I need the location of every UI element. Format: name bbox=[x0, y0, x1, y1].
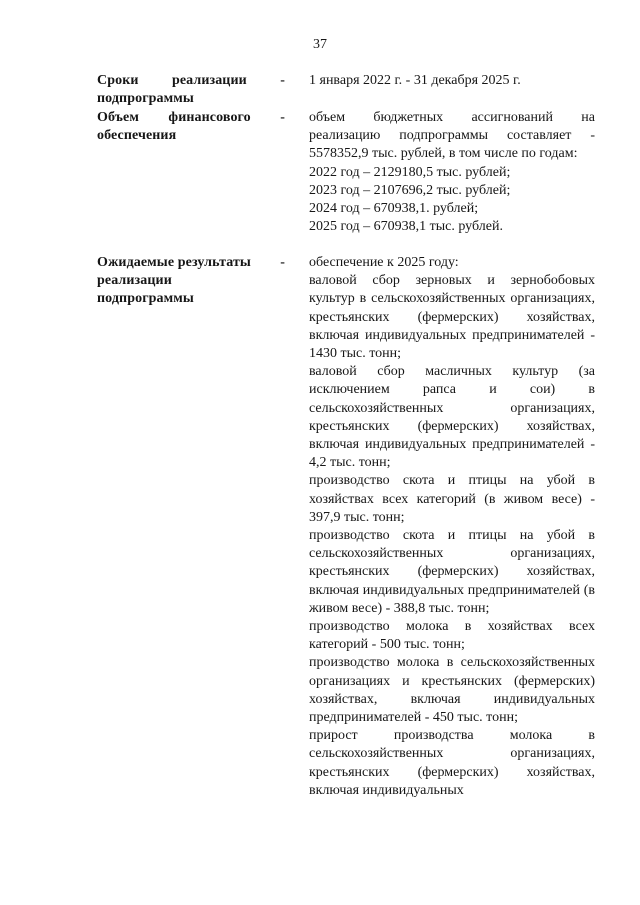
label-word: обеспечения bbox=[97, 128, 177, 144]
label-dash: - bbox=[280, 255, 285, 270]
label-word: реализации bbox=[171, 73, 247, 88]
row-value bbox=[309, 109, 595, 236]
label-line bbox=[97, 290, 285, 308]
label-word: Ожидаемые результаты bbox=[97, 255, 251, 270]
row-label bbox=[97, 254, 285, 309]
label-word: Сроки bbox=[97, 73, 139, 88]
label-dash: - bbox=[280, 73, 285, 88]
value-paragraph: 2024 год – 670938,1. рублей; bbox=[309, 201, 479, 217]
row-label bbox=[97, 109, 285, 145]
label-word: подпрограммы bbox=[97, 291, 194, 307]
value-paragraph: производство молока в сельскохозяйственных организациях и крестьянских (фермерских) хозяйствах, включая индивидуальных предпринимателей - 450 тыс. тонн; bbox=[309, 655, 595, 726]
label-word: Объем bbox=[97, 110, 139, 125]
label-line bbox=[97, 72, 285, 90]
value-paragraph: валовой сбор масличных культур (за исключением рапса и сои) в сельскохозяйственных организациях, крестьянских (фермерских) хозяйствах, включая индивидуальных предпринимателей - 4,2 тыс. тонн; bbox=[309, 364, 595, 471]
label-word: финансового bbox=[168, 110, 251, 125]
value-paragraph: производство молока в хозяйствах всех категорий - 500 тыс. тонн; bbox=[309, 619, 595, 653]
value-paragraph: прирост производства молока в сельскохозяйственных организациях, крестьянских (фермерских) хозяйствах, включая индивидуальных bbox=[309, 728, 595, 798]
value-paragraph: 1 января 2022 г. - 31 декабря 2025 г. bbox=[309, 73, 521, 88]
label-dash: - bbox=[280, 110, 285, 125]
row-value bbox=[309, 72, 595, 90]
row-label bbox=[97, 72, 285, 108]
label-line bbox=[97, 272, 285, 290]
label-line bbox=[97, 254, 285, 272]
value-paragraph: объем бюджетных ассигнований на реализацию подпрограммы составляет - 5578352,9 тыс. рублей, в том числе по годам: bbox=[309, 110, 595, 162]
value-paragraph: обеспечение к 2025 году: bbox=[309, 255, 459, 270]
label-line bbox=[97, 127, 285, 145]
label-line bbox=[97, 109, 285, 127]
value-paragraph: 2023 год – 2107696,2 тыс. рублей; bbox=[309, 182, 511, 198]
row-value bbox=[309, 254, 595, 800]
value-paragraph: валовой сбор зерновых и зернобобовых культур в сельскохозяйственных организациях, крестьянских (фермерских) хозяйствах, включая индивидуальных предпринимателей - 1430 тыс. тонн; bbox=[309, 273, 595, 362]
label-word: подпрограммы bbox=[97, 91, 194, 107]
value-paragraph: производство скота и птицы на убой в хозяйствах всех категорий (в живом весе) - 397,9 тыс. тонн; bbox=[309, 473, 595, 525]
value-paragraph: 2022 год – 2129180,5 тыс. рублей; bbox=[309, 164, 511, 180]
page-number: 37 bbox=[313, 37, 327, 52]
label-word: реализации bbox=[97, 273, 172, 289]
value-paragraph: 2025 год – 670938,1 тыс. рублей. bbox=[309, 219, 503, 235]
label-line bbox=[97, 90, 285, 108]
value-paragraph: производство скота и птицы на убой в сельскохозяйственных организациях, крестьянских (фермерских) хозяйствах, включая индивидуальных предпринимателей (в живом весе) - 388,8 тыс. тонн; bbox=[309, 528, 595, 616]
